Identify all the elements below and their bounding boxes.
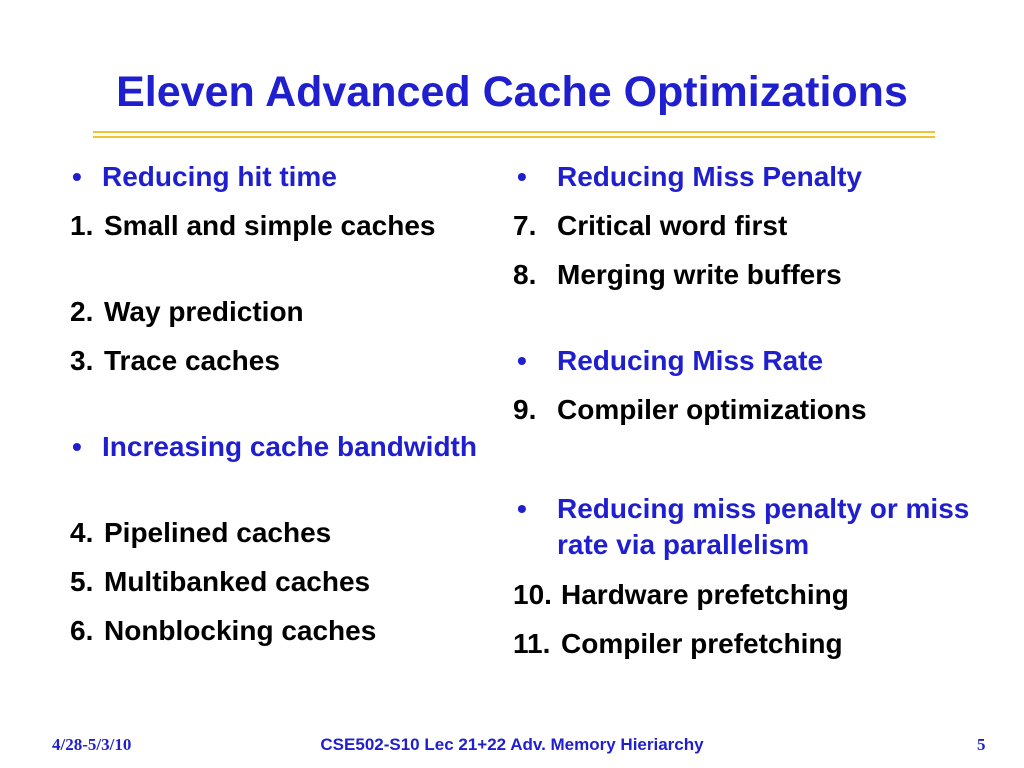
list-item-9	[513, 392, 988, 428]
section-heading-bandwidth	[70, 429, 490, 465]
bullet-icon: •	[517, 161, 527, 192]
section-heading-parallelism	[513, 491, 988, 563]
list-item-text: Multibanked caches	[104, 566, 371, 597]
list-item-text: Trace caches	[104, 345, 280, 376]
footer-page-number: 5	[977, 735, 986, 754]
section-heading-hit-time	[70, 159, 490, 195]
list-item-2	[70, 294, 490, 330]
section-heading-text: Reducing Miss Penalty	[557, 161, 862, 192]
list-item-11	[513, 626, 988, 662]
section-heading-miss-rate	[513, 343, 988, 379]
section-heading-text: Increasing cache bandwidth	[102, 431, 477, 462]
list-item-number: 7.	[513, 210, 537, 241]
list-item-text: Hardware prefetching	[561, 579, 849, 610]
bullet-icon: •	[72, 431, 82, 462]
list-item-6	[70, 613, 490, 649]
list-item-text: Merging write buffers	[557, 259, 842, 290]
section-heading-miss-penalty	[513, 159, 988, 195]
slide-title: Eleven Advanced Cache Optimizations	[116, 68, 908, 116]
list-item-number: 5.	[70, 566, 94, 597]
list-item-7	[513, 208, 988, 244]
section-heading-text: Reducing miss penalty or miss rate via parallelism	[557, 493, 970, 560]
list-item-number: 8.	[513, 259, 537, 290]
list-item-1	[70, 208, 490, 244]
list-item-text: Pipelined caches	[104, 517, 332, 548]
section-heading-text: Reducing Miss Rate	[557, 345, 824, 376]
bullet-icon: •	[72, 161, 82, 192]
list-item-3	[70, 343, 490, 379]
list-item-number: 9.	[513, 394, 537, 425]
section-heading-text: Reducing hit time	[102, 161, 337, 192]
list-item-text: Small and simple caches	[104, 210, 436, 241]
list-item-text: Compiler optimizations	[557, 394, 867, 425]
list-item-text: Compiler prefetching	[561, 628, 843, 659]
list-item-text: Nonblocking caches	[104, 615, 377, 646]
list-item-number: 10.	[513, 579, 552, 610]
title-rule-upper	[93, 131, 935, 133]
list-item-number: 1.	[70, 210, 94, 241]
list-item-number: 6.	[70, 615, 94, 646]
title-rule-lower	[93, 136, 935, 138]
list-item-8	[513, 257, 988, 293]
list-item-5	[70, 564, 490, 600]
list-item-text: Way prediction	[104, 296, 304, 327]
list-item-10	[513, 577, 988, 613]
list-item-number: 2.	[70, 296, 94, 327]
list-item-number: 3.	[70, 345, 94, 376]
footer-date: 4/28-5/3/10	[52, 735, 132, 754]
list-item-number: 11.	[513, 628, 551, 659]
bullet-icon: •	[517, 493, 527, 524]
list-item-text: Critical word first	[557, 210, 788, 241]
footer-course-title: CSE502-S10 Lec 21+22 Adv. Memory Hieriarchy	[320, 735, 704, 754]
list-item-4	[70, 515, 490, 551]
bullet-icon: •	[517, 345, 527, 376]
list-item-number: 4.	[70, 517, 94, 548]
